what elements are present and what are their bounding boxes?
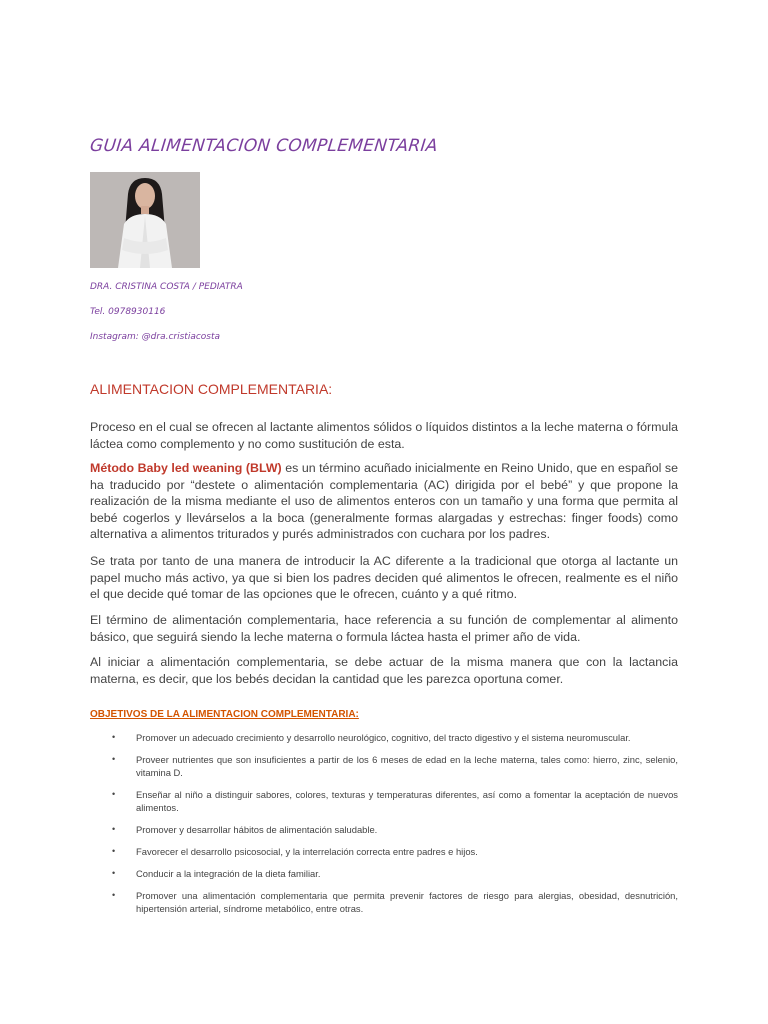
list-item <box>90 731 678 744</box>
objectives-list <box>90 731 678 924</box>
list-item-text: Favorecer el desarrollo psicosocial, y la interrelación correcta entre padres e hijos. <box>136 846 478 857</box>
list-item <box>90 845 678 858</box>
list-item <box>90 889 678 915</box>
instagram-handle: Instagram: @dra.cristiacosta <box>90 332 221 342</box>
paragraph-method: Se trata por tanto de una manera de introducir la AC diferente a la tradicional que otorga al lactante un papel mucho más activo, ya que si bien los padres deciden qué alimentos le ofrecen, realmente es el niño el que decide qué tomar de las opciones que le ofrecen, cuánto y a qué ritmo. <box>90 554 678 602</box>
paragraph-start: Al iniciar a alimentación complementaria, se debe actuar de la misma manera que con la lactancia materna, es decir, que los bebés decidan la cantidad que les parezca oportuna comer. <box>90 655 678 686</box>
paragraph-definition: Proceso en el cual se ofrecen al lactante alimentos sólidos o líquidos distintos a la leche materna o fórmula láctea como complemento y no como sustitución de esta. <box>90 420 678 451</box>
blw-term: Método Baby led weaning (BLW) <box>90 461 282 476</box>
bullet-icon: • <box>112 789 116 799</box>
bullet-icon: • <box>112 890 116 900</box>
list-item-text: Conducir a la integración de la dieta familiar. <box>136 868 321 879</box>
paragraph-blw <box>90 460 678 543</box>
doctor-name: DRA. CRISTINA COSTA / PEDIATRA <box>90 282 243 292</box>
list-item-text: Enseñar al niño a distinguir sabores, colores, texturas y temperaturas diferentes, así como a fomentar la aceptación de nuevos alimentos. <box>136 789 678 813</box>
list-item-text: Promover y desarrollar hábitos de alimentación saludable. <box>136 824 378 835</box>
doctor-portrait-image <box>90 172 200 268</box>
bullet-icon: • <box>112 868 116 878</box>
bullet-icon: • <box>112 824 116 834</box>
list-item-text: Promover un adecuado crecimiento y desarrollo neurológico, cognitivo, del tracto digestivo y el sistema neuromuscular. <box>136 732 631 743</box>
bullet-icon: • <box>112 846 116 856</box>
blw-description: es un término acuñado inicialmente en Reino Unido, que en español se ha traducido por “destete o alimentación complementaria (AC) dirigida por el bebé” y que propone la realización de la misma mediante el uso de alimentos enteros con un tamaño y una forma que permita al bebé cogerlos y llevárselos a la boca (generalmente formas alargadas y estrechas: finger foods) como alternativa a alimentos triturados y purés administrados con cuchara por los padres. <box>90 461 678 542</box>
paragraph-term: El término de alimentación complementaria, hace referencia a su función de complementar al alimento básico, que seguirá siendo la leche materna o formula láctea hasta el primer año de vida. <box>90 613 678 644</box>
section-heading: ALIMENTACION COMPLEMENTARIA: <box>90 381 333 397</box>
list-item-text: Proveer nutrientes que son insuficientes a partir de los 6 meses de edad en la leche materna, tales como: hierro, zinc, selenio, vitamina D. <box>136 754 678 778</box>
list-item <box>90 867 678 880</box>
phone-number: Tel. 0978930116 <box>90 307 166 317</box>
list-item <box>90 823 678 836</box>
objectives-heading: OBJETIVOS DE LA ALIMENTACION COMPLEMENTARIA: <box>90 709 359 720</box>
bullet-icon: • <box>112 732 116 742</box>
list-item-text: Promover una alimentación complementaria que permita prevenir factores de riesgo para alergias, obesidad, desnutrición, hipertensión arterial, síndrome metabólico, entre otras. <box>136 890 678 914</box>
list-item <box>90 753 678 779</box>
doctor-photo <box>90 172 200 268</box>
list-item <box>90 788 678 814</box>
bullet-icon: • <box>112 754 116 764</box>
document-title: GUIA ALIMENTACION COMPLEMENTARIA <box>88 136 439 156</box>
